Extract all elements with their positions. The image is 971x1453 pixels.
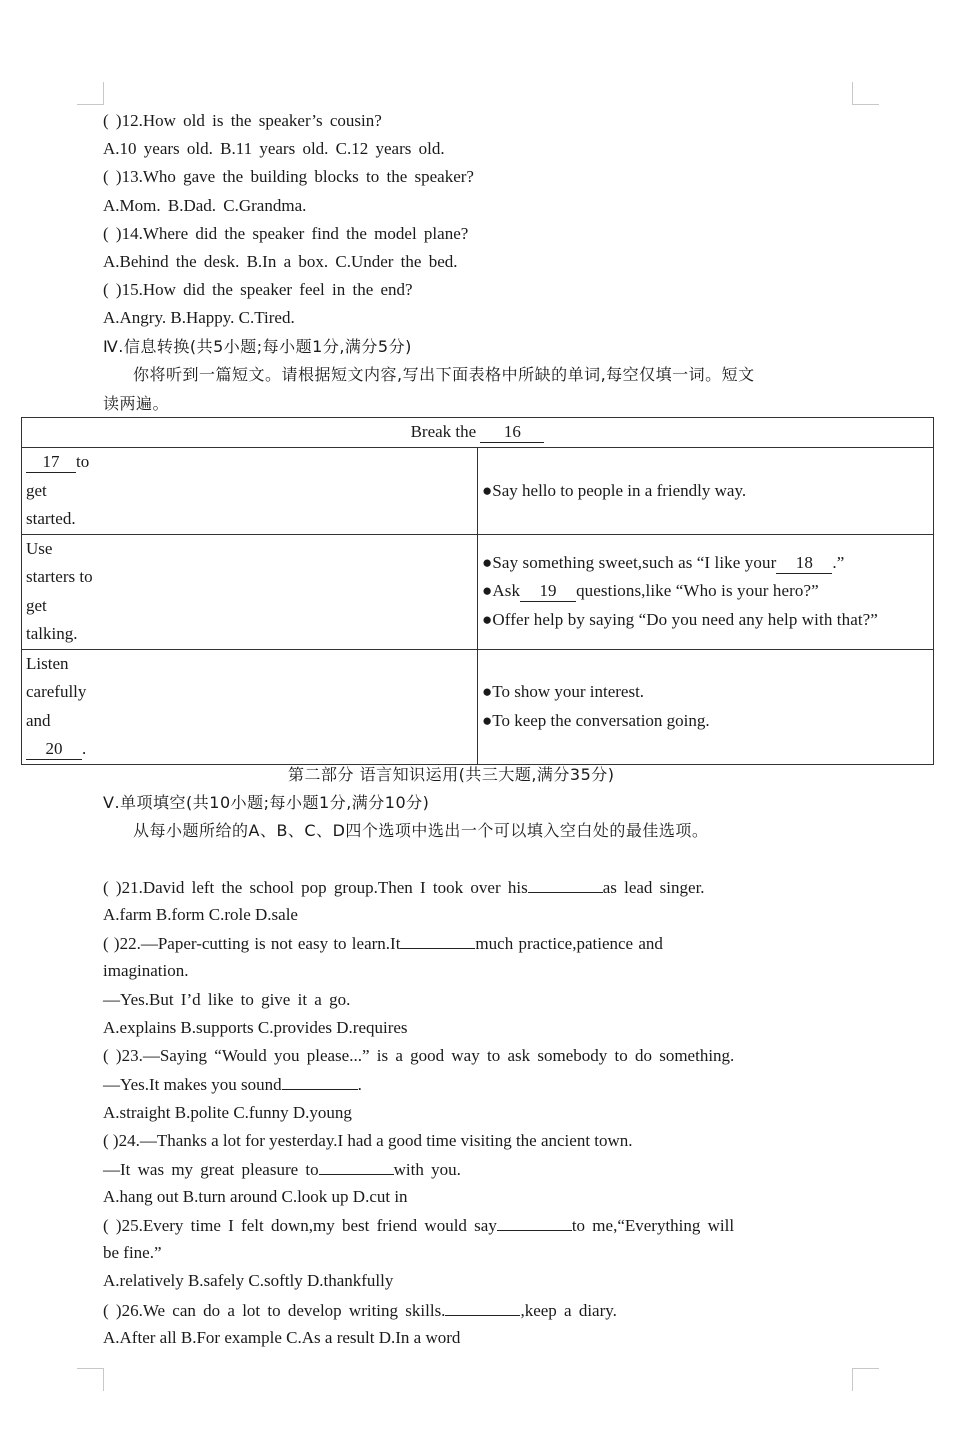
section-5-heading: Ⅴ.单项填空(共10小题;每小题1分,满分10分) [103,793,430,812]
question-15-stem: ( )15.How did the speaker feel in the end? [103,280,413,299]
question-24-reply-end: with you. [393,1160,461,1179]
question-23-blank [282,1073,358,1090]
blank-16: 16 [480,422,544,443]
question-23-reply-end: . [357,1075,362,1094]
row3-label-line1: Listen [26,653,69,673]
row2-label-line3: get [26,595,47,615]
row1-label [22,448,478,535]
question-24-reply [103,1158,461,1181]
question-24-options: A.hang out B.turn around C.look up D.cut in [103,1187,408,1206]
row3-label-line3: and [26,710,51,730]
crop-mark-top-right [852,82,879,105]
question-25-stem [103,1214,734,1237]
question-22-text: ( )22.—Paper-cutting is not easy to learn.It [103,934,401,953]
question-26-blank [445,1299,520,1316]
crop-mark-top-left [77,82,104,105]
row2-bullet1-end: .” [832,552,845,572]
section-4-heading: Ⅳ.信息转换(共5小题;每小题1分,满分5分) [103,337,412,356]
question-24-blank [319,1158,394,1175]
part-2-title: 第二部分 语言知识运用(共三大题,满分35分) [288,765,615,784]
question-22-stem [103,932,663,955]
question-22-cont: imagination. [103,961,189,980]
blank-18: 18 [776,553,832,574]
table-title-text: Break the [410,422,477,441]
question-13-stem: ( )13.Who gave the building blocks to the speaker? [103,167,474,186]
section-4-instruction-line1: 你将听到一篇短文。请根据短文内容,写出下面表格中所缺的单词,每空仅填一词。短文 [133,365,755,384]
row3-content [478,649,934,764]
row2-label-line2: starters to [26,567,93,586]
question-26-stem [103,1299,617,1322]
row3-bullet1: ●To show your interest. [482,682,645,701]
row1-label-to: to [76,452,90,471]
question-25-end: to me,“Everything will [571,1216,735,1235]
question-15-options: A.Angry. B.Happy. C.Tired. [103,308,295,327]
row2-label [22,534,478,649]
question-23-stem: ( )23.—Saying “Would you please...” is a good way to ask somebody to do something. [103,1046,735,1065]
question-21-blank [528,876,603,893]
question-12-options: A.10 years old. B.11 years old. C.12 years old. [103,139,445,158]
table-title [22,418,934,448]
question-22-end: much practice,patience and [475,934,663,953]
blank-17: 17 [26,452,76,473]
row2-content [478,534,934,649]
row1-bullet: ●Say hello to people in a friendly way. [482,480,747,500]
question-12-stem: ( )12.How old is the speaker’s cousin? [103,111,382,130]
row3-label-line2: carefully [26,682,87,701]
row1-label-line2: get [26,480,47,500]
question-24-reply-text: —It was my great pleasure to [103,1160,319,1179]
row2-bullet2-text: ●Ask [482,581,521,601]
question-22-options: A.explains B.supports C.provides D.requires [103,1018,408,1037]
row2-bullet2-end: questions,like “Who is your hero?” [576,581,819,601]
question-24-stem: ( )24.—Thanks a lot for yesterday.I had a good time visiting the ancient town. [103,1131,633,1150]
section-5-instruction: 从每小题所给的A、B、C、D四个选项中选出一个可以填入空白处的最佳选项。 [133,821,709,840]
crop-mark-bottom-right [852,1368,879,1391]
question-21-end: as lead singer. [602,878,705,897]
blank-20: 20 [26,739,82,760]
question-23-reply-text: —Yes.It makes you sound [103,1075,282,1094]
question-21-text: ( )21.David left the school pop group.Then I took over his [103,878,528,897]
question-26-options: A.After all B.For example C.As a result D.In a word [103,1328,461,1347]
question-22-reply: —Yes.But I’d like to give it a go. [103,990,351,1009]
row2-label-line1: Use [26,538,53,558]
crop-mark-bottom-left [77,1368,104,1391]
question-23-reply [103,1073,362,1096]
question-14-stem: ( )14.Where did the speaker find the model plane? [103,224,469,243]
question-14-options: A.Behind the desk. B.In a box. C.Under the bed. [103,252,458,271]
blank-19: 19 [520,581,576,602]
question-25-blank [497,1214,572,1231]
row3-bullet2: ●To keep the conversation going. [482,710,710,730]
question-26-end: ,keep a diary. [520,1301,617,1320]
row2-bullet1-text: ●Say something sweet,such as “I like your [482,552,777,572]
row2-bullet3: ●Offer help by saying “Do you need any help with that?” [482,609,878,629]
question-25-cont: be fine.” [103,1243,162,1262]
question-25-options: A.relatively B.safely C.softly D.thankfully [103,1271,394,1290]
row3-label-end: . [82,739,87,758]
question-26-text: ( )26.We can do a lot to develop writing skills. [103,1301,446,1320]
question-13-options: A.Mom. B.Dad. C.Grandma. [103,196,307,215]
info-table [21,417,934,765]
section-4-instruction-line2: 读两遍。 [103,394,170,413]
question-22-blank [400,932,475,949]
question-25-text: ( )25.Every time I felt down,my best friend would say [103,1216,497,1235]
question-21-stem [103,876,705,899]
question-21-options: A.farm B.form C.role D.sale [103,905,298,924]
row2-label-line4: talking. [26,624,78,643]
row1-label-line3: started. [26,509,76,528]
question-23-options: A.straight B.polite C.funny D.young [103,1103,352,1122]
row1-content [478,448,934,535]
row3-label [22,649,478,764]
